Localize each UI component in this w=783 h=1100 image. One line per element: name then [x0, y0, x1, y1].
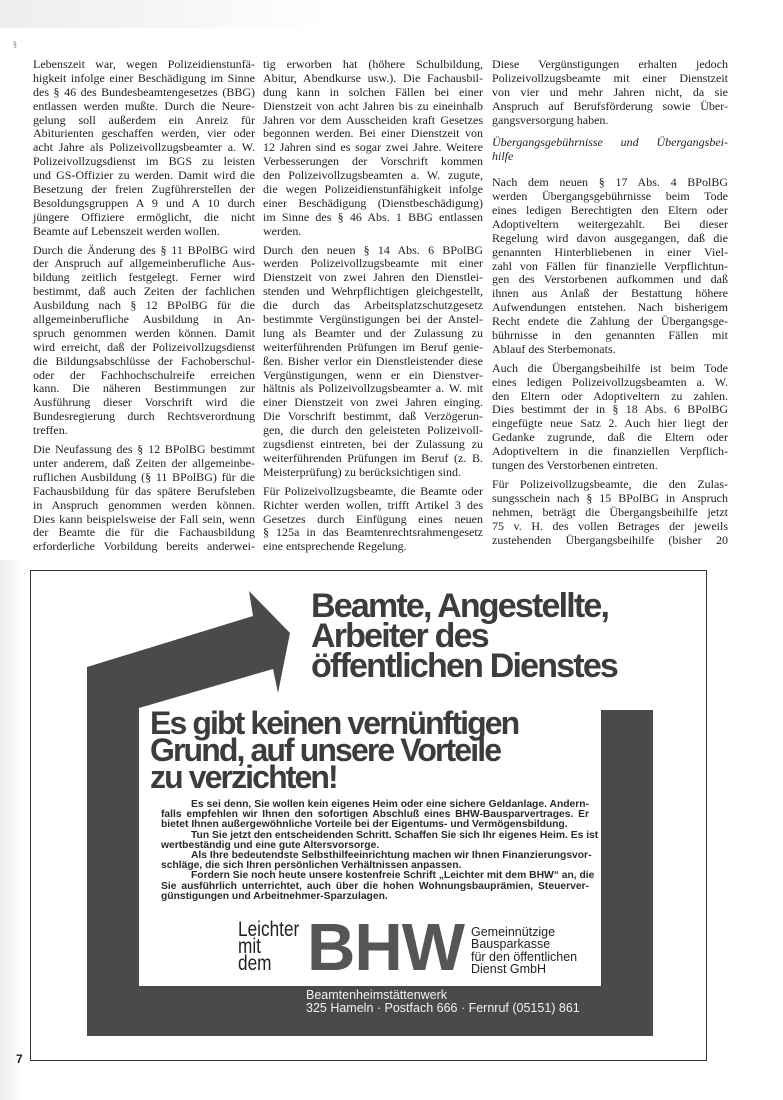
text-line: ihnen aus Anlaß der Bestattung höhere: [492, 286, 728, 301]
text-line: Für Polizeivollzugsbeamte, die den Zulas-: [492, 476, 728, 491]
text-line: Beamte auf Lebenszeit werden wollen.: [33, 223, 220, 238]
text-line: Besoldungsgruppen A 9 und A 10 durch: [33, 195, 255, 210]
address-line: Beamtenheimstättenwerk: [306, 988, 448, 1002]
text-line: tig erworben hat (höhere Schulbildung,: [263, 57, 483, 71]
text-line: Dienstzeit von zwei Jahren den Dienstlei-: [263, 270, 483, 285]
text-line: stenden und Wehrpflichtigen gleichgestellt,: [263, 284, 483, 299]
headline-line: zu verzichten!: [150, 759, 337, 795]
ad-headline-claim: [150, 705, 519, 795]
text-line: werden Übergangsgebührnisse beim Tode: [492, 189, 728, 204]
paragraph: [263, 58, 483, 239]
text-line: Dies bestimmt der in § 18 Abs. 6 BPolBG: [492, 402, 728, 417]
text-line: Abitur, Abendkurse usw.). Die Fachausbil-: [263, 70, 483, 85]
text-line: Jahren vor dem Ausscheiden kraft Gesetzes: [263, 112, 483, 127]
text-line: kann. Die näheren Bestimmungen zur: [33, 381, 255, 396]
text-line: Gesetzes durch Einfügung eines neuen: [263, 511, 483, 526]
text-line: genannten Hinterbliebenen in einer Viel-: [492, 244, 728, 259]
text-line: Polizeivollzugsdienst im BGS zu leisten: [33, 154, 255, 169]
text-line: zugsdienst eintreten, bei der Zulassung zu: [263, 437, 483, 452]
ad-text-line: schläge, die sich Ihren persönlichen Verhältnissen anpassen.: [161, 860, 462, 872]
paragraph: [263, 244, 483, 480]
bhw-advertisement: [30, 570, 707, 1061]
text-line: gangsversorgung haben.: [492, 112, 609, 127]
text-line: Anspruch auf Berufsförderung sowie Über-: [492, 98, 728, 113]
text-line: 75 v. H. des vollen Betrages der jeweils: [492, 518, 728, 533]
headline-line: Beamte, Angestellte,: [311, 587, 609, 625]
text-line: Dienstzeit von acht Jahren bis zu eineinhalb: [263, 98, 483, 113]
text-line: Dies kann beispielsweise der Fall sein, wenn: [33, 511, 255, 526]
text-line: Adoptiveltern in die finanziellen Verpflich-: [492, 444, 728, 459]
text-line: einer Dienstzeit von zwei Jahren einging.: [263, 395, 483, 410]
text-line: nehmen, beträgt die Übergangsbeihilfe jetzt: [492, 504, 728, 519]
company-address: [306, 989, 580, 1015]
headline-line: Arbeiter des: [311, 617, 488, 655]
text-line: hältnis als Polizeivollzugsbeamter a. W. mit: [263, 381, 483, 396]
dark-frame-right: [601, 710, 653, 987]
text-line: Polizeivollzugsbeamte mit einer Dienstzeit: [492, 70, 728, 85]
text-line: oder der Fachhochschulreife erreichen: [33, 367, 255, 382]
text-line: begonnen werden. Bei einer Dienstzeit von: [263, 126, 483, 141]
address-line: 325 Hameln · Postfach 666 · Fernruf (05151) 861: [306, 1001, 580, 1015]
paragraph: [492, 176, 728, 357]
text-column-2: [263, 58, 483, 559]
text-column-1: [33, 58, 255, 559]
text-line: Die Vorschrift bestimmt, daß Verzögerun-: [263, 409, 483, 424]
text-line: Abiturienten geschaffen werden, vier oder: [33, 126, 255, 141]
company-line: Gemeinnützige: [471, 925, 556, 939]
ad-text-line: günstigungen und Arbeitnehmer-Sparzulagen.: [161, 890, 388, 902]
text-line: bestimmte Vergünstigungen bei der Anstel-: [263, 312, 483, 327]
ad-text-line: wertbeständig und eine gute Altersvorsorge.: [161, 839, 380, 851]
text-line: und GS-Offizier zu werden. Damit wird die: [33, 168, 255, 183]
text-line: die Bildungsabschlüsse der Fachoberschul-: [33, 353, 255, 368]
text-line: jüngere Offiziere ermöglicht, die nicht: [33, 209, 255, 224]
text-line: dung kann in solchen Fällen bei einer: [263, 84, 483, 99]
paragraph: [492, 58, 728, 127]
company-line: für den öffentlichen: [471, 949, 578, 964]
text-line: acht Jahre als Polizeivollzugsbeamter a. W.: [33, 140, 255, 155]
text-line: den Eltern oder Adoptiveltern zu zahlen.: [492, 388, 728, 403]
paragraph: [33, 244, 255, 438]
headline-line: Es gibt keinen vernünftigen: [150, 705, 519, 741]
text-line: lung als Beamter und der Zulassung zu: [263, 325, 483, 340]
text-line: gelung soll außerdem ein Anreiz für: [33, 112, 255, 127]
text-line: allgemeinberufliche Ausbildung in An-: [33, 312, 255, 327]
text-line: Gedanke zugrunde, daß die Eltern oder: [492, 430, 728, 445]
text-line: Aufwendungen entstehen. Nach bisherigem: [492, 300, 728, 315]
text-line: eines ledigen Berechtigten den Eltern oder: [492, 203, 728, 218]
text-line: Die Neufassung des § 12 BPolBG bestimmt: [33, 442, 255, 457]
text-line: treffen.: [33, 423, 68, 438]
text-line: bestimmt, daß auch Zeiten der fachlichen: [33, 284, 255, 299]
page-number: 7: [16, 1052, 23, 1066]
headline-line: Grund, auf unsere Vorteile: [150, 732, 501, 768]
text-line: higkeit infolge einer Beschädigung im Sinne: [33, 70, 255, 85]
section-heading: [492, 136, 728, 164]
scan-artifact: [0, 0, 330, 28]
ad-text-line: Sie ausführlich unterrichtet, auch über die hohen Wohnungsbauprämien, Steuerver-: [161, 880, 589, 892]
ad-text-line: falls empfehlen wir Ihnen den sofortigen Abschluß eines BHW-Bausparvertrages. Er: [161, 809, 589, 821]
text-line: des § 46 des Bundesbeamtengesetzes (BBG): [33, 84, 255, 99]
company-line: Dienst GmbH: [471, 962, 547, 977]
text-line: bildung zeitlich festgelegt. Ferner wird: [33, 270, 255, 285]
text-line: werden Polizeivollzugsbeamte mit einer: [263, 256, 483, 271]
text-line: sungsschein nach § 15 BPolBG in Anspruch: [492, 490, 728, 505]
text-line: im Sinne des § 46 Abs. 1 BBG entlassen: [263, 209, 483, 224]
text-line: hilfe: [492, 149, 514, 164]
text-line: § 125a in das Beamtenrechtsrahmengesetz: [263, 525, 483, 540]
text-line: zahl von Fällen für finanzielle Verpflichtun-: [492, 258, 728, 273]
text-line: spruch genommen werden können. Damit: [33, 325, 255, 340]
paragraph: [492, 362, 728, 473]
text-line: die wegen Polizeidienstunfähigkeit infolge: [263, 182, 483, 197]
ad-text-line: Als Ihre bedeutendste Selbsthilfeeinrichtung machen wir Ihnen Finanzierungsvor-: [191, 849, 592, 861]
ad-text-line: Es sei denn, Sie wollen kein eigenes Heim oder eine sichere Geldanlage. Andern-: [191, 799, 589, 810]
text-line: Auch die Übergangsbeihilfe ist beim Tode: [492, 360, 728, 375]
scan-artifact: [0, 560, 22, 1100]
text-line: tungen des Verstorbenen eintreten.: [492, 458, 658, 473]
text-line: Besetzung der freien Zugführerstellen der: [33, 182, 255, 197]
text-line: Ausführung dieser Vorschrift wird die: [33, 395, 255, 410]
text-line: Ablauf des Sterbemonats.: [492, 341, 616, 356]
text-line: 12 Jahren sind es sogar zwei Jahre. Weitere: [263, 140, 483, 155]
text-line: Vergünstigungen, wenn er ein Dienstver-: [263, 367, 483, 382]
text-line: Lebenszeit war, wegen Polizeidienstunfä-: [33, 57, 255, 71]
text-line: gen des Verstorbenen aufkommen und daß: [492, 272, 728, 287]
ad-body-text: [161, 799, 599, 902]
text-line: Bundesregierung durch Rechtsverordnung: [33, 409, 255, 424]
text-line: Fachausbildung für das spätere Berufsleben: [33, 483, 255, 498]
headline-line: öffentlichen Dienstes: [311, 647, 618, 685]
company-name: [471, 926, 577, 976]
text-line: erforderliche Vorbildung bereits anderwei-: [33, 539, 255, 554]
text-line: unter anderem, daß Zeiten der allgemeinbe-: [33, 455, 255, 470]
text-line: Recht endete die Zahlung der Übergangsge-: [492, 314, 728, 329]
text-line: eine entsprechende Regelung.: [263, 539, 407, 554]
text-line: den Polizeivollzugsbeamten a. W. zugute,: [263, 168, 483, 183]
text-line: der Beamte die für die Fachausbildung: [33, 525, 255, 540]
text-line: Meisterprüfung) zu berücksichtigen sind.: [263, 464, 461, 479]
ad-slogan: [238, 918, 300, 975]
ad-headline-audience: [311, 587, 618, 685]
text-line: Übergangsgebührnisse und Übergangsbei-: [492, 135, 728, 150]
text-line: Adoptiveltern weitergezahlt. Bei dieser: [492, 216, 728, 231]
text-line: weiterführenden Prüfungen im Beruf genie-: [263, 339, 483, 354]
paragraph: [492, 478, 728, 547]
text-line: zustehenden Übergangsbeihilfe (bisher 20: [492, 532, 728, 547]
slogan-line: Leichter: [238, 918, 300, 941]
text-line: werden.: [263, 223, 302, 238]
text-line: entlassen werden mußte. Durch die Neure-: [33, 98, 255, 113]
slogan-line: mit: [238, 935, 261, 958]
text-line: wird erreicht, daß der Polizeivollzugsdienst: [33, 339, 255, 354]
ad-text-line: Fordern Sie noch heute unsere kostenfreie Schrift „Leichter mit dem BHW“ an, die: [191, 870, 595, 882]
text-line: Ausbildung nach § 12 BPolBG für die: [33, 298, 255, 313]
text-line: die durch das Arbeitsplatzschutzgesetz: [263, 298, 483, 313]
text-line: Durch den neuen § 14 Abs. 6 BPolBG: [263, 242, 483, 257]
text-line: ßen. Bisher verlor ein Dienstleistender diese: [263, 353, 483, 368]
text-line: einer Beschädigung (Dienstbeschädigung): [263, 195, 483, 210]
text-line: ruflichen Ausbildung (§ 11 BPolBG) für die: [33, 469, 255, 484]
slogan-line: dem: [238, 952, 272, 975]
text-line: gen, die durch den geleisteten Polizeivoll-: [263, 423, 483, 438]
text-line: Regelung wird davon ausgegangen, daß die: [492, 230, 728, 245]
text-column-3: [492, 58, 728, 552]
text-line: von vier und mehr Jahren nicht, da sie: [492, 84, 728, 99]
text-line: in Anspruch genommen werden können.: [33, 497, 255, 512]
text-line: der Anspruch auf allgemeinberufliche Aus-: [33, 256, 255, 271]
paragraph: [33, 443, 255, 554]
text-line: Für Polizeivollzugsbeamte, die Beamte oder: [263, 483, 483, 498]
margin-mark: §: [13, 40, 17, 49]
bhw-logo: BHW: [307, 910, 465, 985]
text-line: bührnisse in den genannten Fällen mit: [492, 328, 728, 343]
text-line: weiterführenden Prüfungen im Beruf (z. B.: [263, 450, 483, 465]
text-line: Richter werden wollen, trifft Artikel 3 des: [263, 497, 483, 512]
text-line: Nach dem neuen § 17 Abs. 4 BPolBG: [492, 175, 728, 190]
text-line: Diese Vergünstigungen erhalten jedoch: [492, 57, 728, 71]
paragraph: [33, 58, 255, 239]
ad-text-line: Tun Sie jetzt den entscheidenden Schritt. Schaffen Sie sich Ihr eigenes Heim. Es ist: [191, 829, 599, 841]
text-line: eines ledigen Polizeivollzugsbeamten a. W.: [492, 374, 728, 389]
text-line: Verbesserungen der Vorschrift kommen: [263, 154, 483, 169]
text-line: eingefügte neue Satz 2. Auch hier liegt der: [492, 416, 728, 431]
paragraph: [263, 485, 483, 554]
company-line: Bausparkasse: [471, 937, 551, 952]
text-line: Durch die Änderung des § 11 BPolBG wird: [33, 242, 255, 257]
ad-text-line: bietet Ihnen außergewöhnliche Vorteile bei der Eigentums- und Vermögensbildung.: [161, 819, 568, 831]
